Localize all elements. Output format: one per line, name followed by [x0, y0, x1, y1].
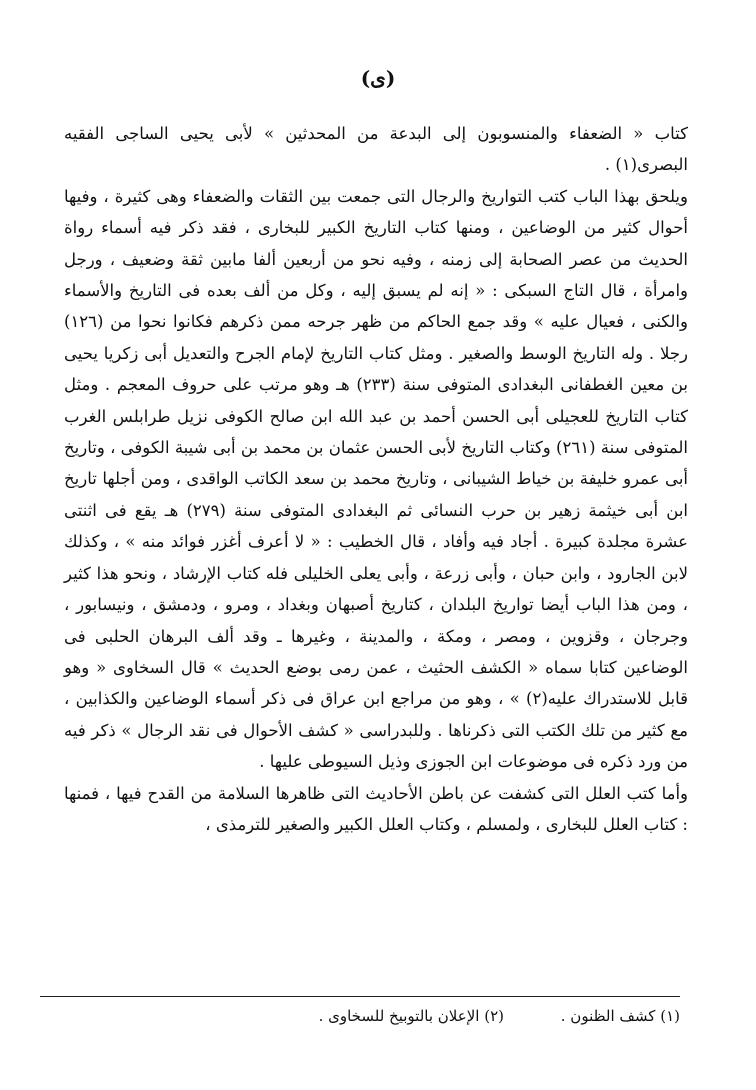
main-text [64, 118, 688, 840]
paragraph: ويلحق بهذا الباب كتب التواريخ والرجال التى جمعت بين الثقات والضعفاء وهى كثيرة ، وفيها أحوال كثير من الوضاعين ، ومنها كتاب التاريخ الكبير للبخارى ، فقد ذكر فيه أسماء رواة الحديث من عصر الصحابة إلى زمنه ، وفيه نحو من أربعين ألفا مابين ثقة وضعيف ، ورجل وامرأة ، قال التاج السبكى : « إنه لم يسبق إليه ، وكل من ألف بعده فى التاريخ والأسماء والكنى ، فعيال عليه » وقد جمع الحاكم من ظهر جرحه ممن ذكرهم فكانوا نحوا من (١٢٦) رجلا . وله التاريخ الوسط والصغير . ومثل كتاب التاريخ لإمام الجرح والتعديل أبى زكريا يحيى بن معين الغطفانى البغدادى المتوفى سنة (٢٣٣) هـ وهو مرتب على حروف المعجم . ومثل كتاب التاريخ للعجيلى أبى الحسن أحمد بن عبد الله ابن صالح الكوفى نزيل طرابلس الغرب المتوفى سنة (٢٦١) وكتاب التاريخ لأبى الحسن عثمان بن محمد بن أبى شيبة الكوفى ، وتاريخ أبى عمرو خليفة بن خياط الشيبانى ، وتاريخ محمد بن سعد الكاتب الواقدى ، ومن أجلها تاريخ ابن أبى خيثمة زهير بن حرب النسائى ثم البغدادى المتوفى سنة (٢٧٩) هـ يقع فى اثنتى عشرة مجلدة كبيرة . أجاد فيه وأفاد ، قال الخطيب : « لا أعرف أغزر فوائد منه » ، وكذلك لابن الجارود ، وابن حبان ، وأبى زرعة ، وأبى يعلى الخليلى فله كتاب الإرشاد ، ونحو هذا كثير ، ومن هذا الباب أيضا تواريخ البلدان ، كتاريخ أصبهان وبغداد ، ومرو ، ودمشق ، ونيسابور ، وجرجان ، وقزوين ، ومصر ، ومكة ، والمدينة ، وغيرها ـ وقد ألف البرهان الحلبى فى الوضاعين كتابا سماه « الكشف الحثيث ، عمن رمى بوضع الحديث » قال السخاوى « وهو قابل للاستدراك عليه(٢) » ، وهو من مراجع ابن عراق فى ذكر أسماء الوضاعين والكذابين ، مع كثير من تلك الكتب التى ذكرناها . وللبدراسى « كشف الأحوال فى نقد الرجال » ذكر فيه من ورد ذكره فى موضوعات ابن الجوزى وذيل السيوطى عليها . [64, 186, 689, 772]
paragraph: وأما كتب العلل التى كشفت عن باطن الأحاديث التى ظاهرها السلامة من القدح فيها ، فمنها : كتاب العلل للبخارى ، ولمسلم ، وكتاب العلل الكبير والصغير للترمذى ، [64, 783, 688, 834]
footnote-1: (١) كشف الظنون . [560, 1007, 680, 1025]
paragraph: كتاب « الضعفاء والمنسوبون إلى البدعة من المحدثين » لأبى يحيى الساجى الفقيه البصرى(١) . [64, 124, 688, 175]
footnotes [40, 1007, 680, 1025]
footnote-divider [40, 996, 680, 997]
page-number: (ى) [360, 66, 396, 90]
footnote-2: (٢) الإعلان بالتوبيخ للسخاوى . [318, 1007, 504, 1025]
